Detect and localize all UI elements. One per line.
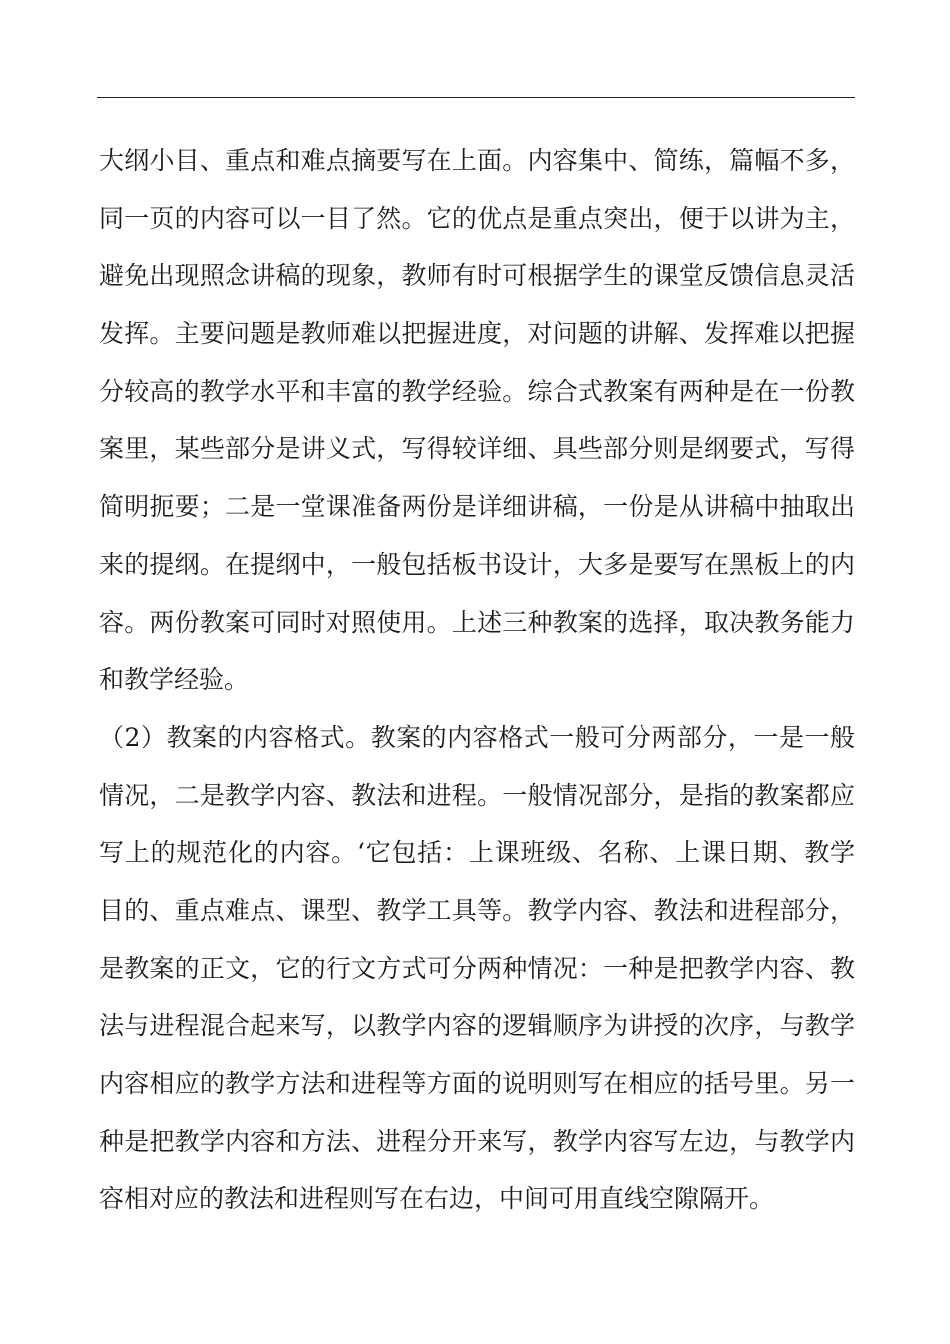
text-line: 发挥。主要问题是教师难以把握进度，对问题的讲解、发挥难以把握 — [99, 319, 855, 349]
text-line: 大纲小目、重点和难点摘要写在上面。内容集中、简练，篇幅不多， — [99, 146, 855, 175]
document-body — [99, 132, 855, 1228]
text-line: 容。两份教案可同时对照使用。上述三种教案的选择，取决教务能力 — [99, 607, 855, 637]
text-line: 内容相应的教学方法和进程等方面的说明则写在相应的括号里。另一 — [99, 1069, 855, 1098]
text-line: 种是把教学内容和方法、进程分开来写，教学内容写左边，与教学内 — [99, 1126, 855, 1156]
text-line: 案里，某些部分是讲义式，写得较详细、具些部分则是纲要式，写得 — [99, 434, 855, 464]
text-line: 情况，二是教学内容、教法和进程。一般情况部分，是指的教案都应 — [99, 780, 855, 810]
header-rule — [97, 97, 855, 98]
text-line: 避免出现照念讲稿的现象，教师有时可根据学生的课堂反馈信息灵活 — [99, 261, 855, 291]
text-line: 和教学经验。 — [99, 665, 250, 695]
text-line: 简明扼要；二是一堂课准备两份是详细讲稿，一份是从讲稿中抽取出 — [99, 492, 855, 522]
paragraph-1 — [99, 132, 855, 709]
text-line: 法与进程混合起来写，以教学内容的逻辑顺序为讲授的次序，与教学 — [99, 1011, 855, 1041]
text-line: 容相对应的教法和进程则写在右边，中间可用直线空隙隔开。 — [99, 1184, 775, 1214]
text-line: （2）教案的内容格式。教案的内容格式一般可分两部分，一是一般 — [99, 722, 855, 752]
text-line: 来的提纲。在提纲中，一般包括板书设计，大多是要写在黑板上的内 — [99, 549, 855, 579]
text-line: 目的、重点难点、课型、教学工具等。教学内容、教法和进程部分， — [99, 895, 855, 925]
text-line: 是教案的正文，它的行文方式可分两种情况：一种是把教学内容、教 — [99, 953, 855, 983]
paragraph-2 — [99, 709, 855, 1228]
text-line: 分较高的教学水平和丰富的教学经验。综合式教案有两种是在一份教 — [99, 376, 855, 406]
text-line: 同一页的内容可以一目了然。它的优点是重点突出，便于以讲为主， — [99, 203, 855, 233]
text-line: 写上的规范化的内容。‘它包括：上课班级、名称、上课日期、教学 — [99, 838, 855, 868]
